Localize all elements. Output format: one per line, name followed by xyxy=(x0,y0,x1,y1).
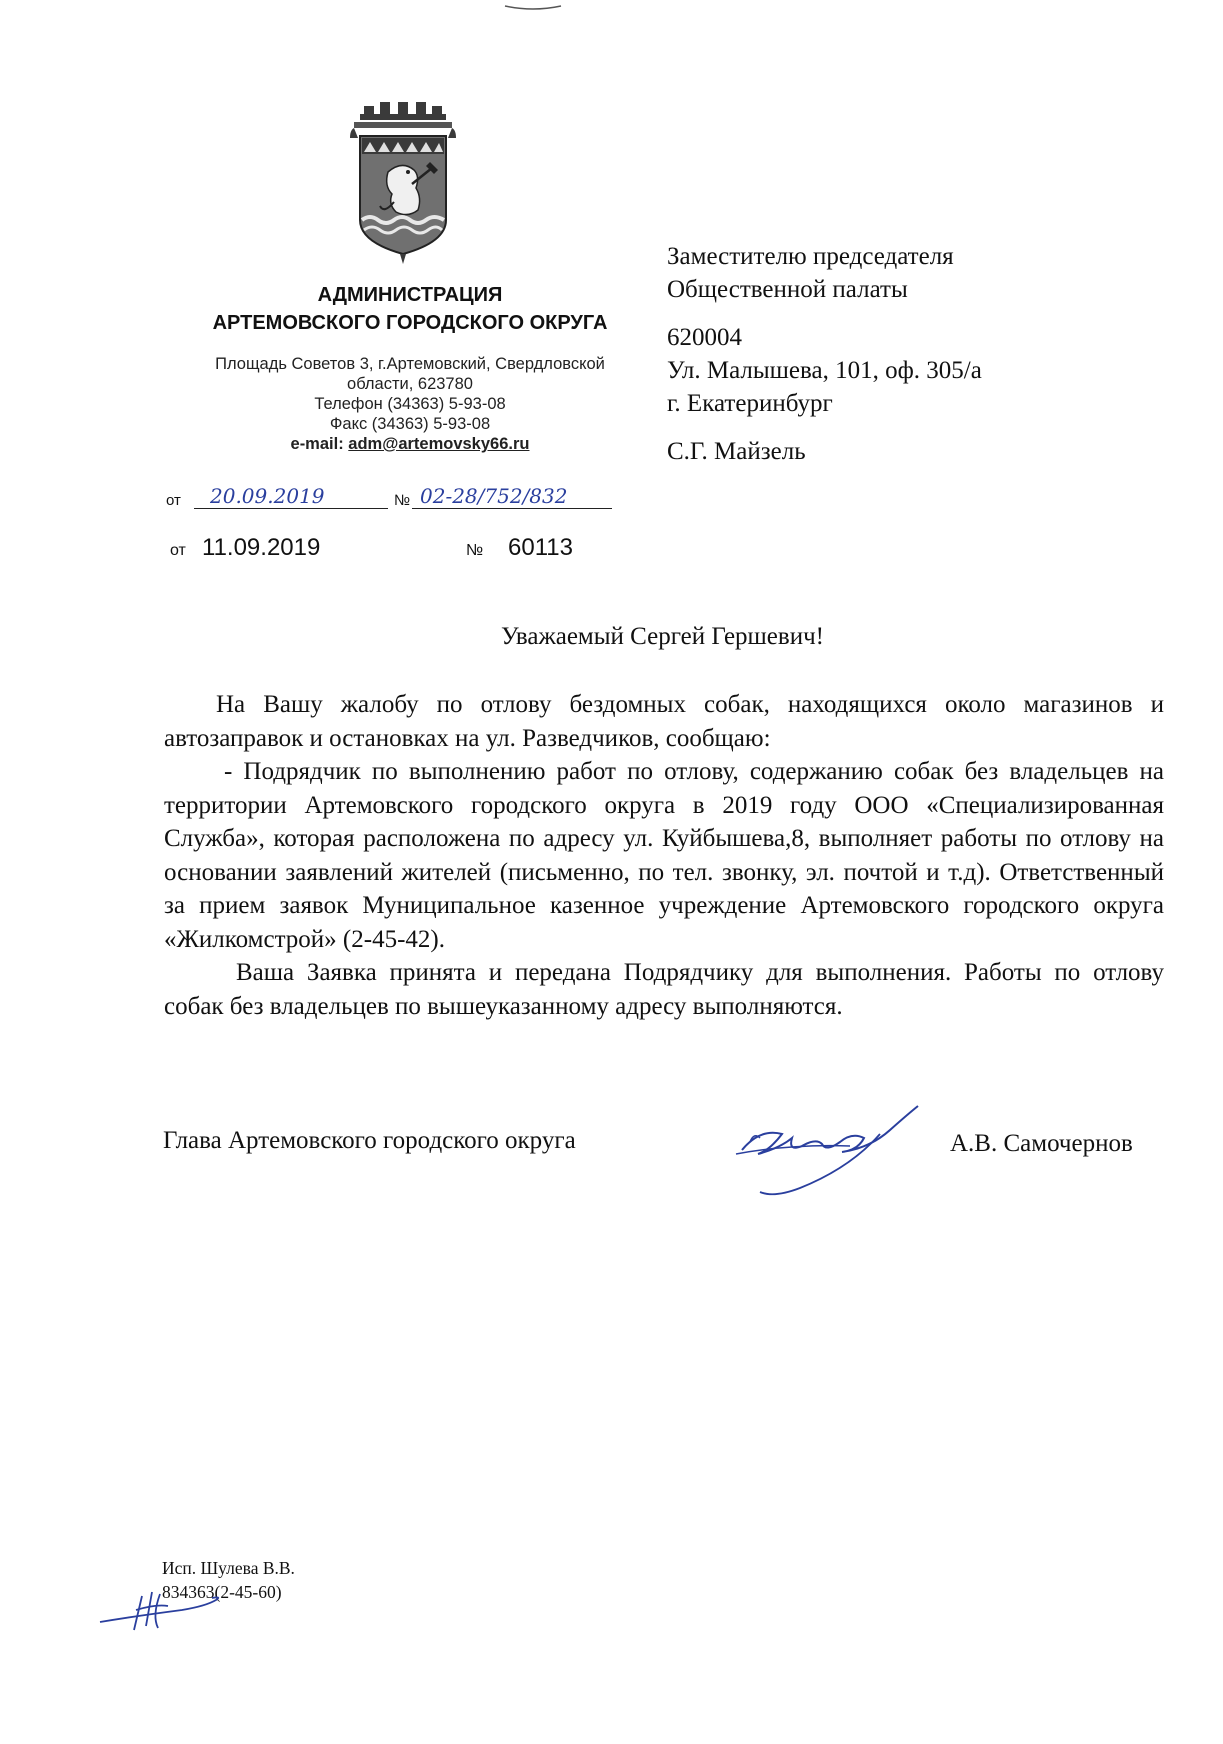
letter-body xyxy=(164,688,1164,1023)
fax-line: Факс (34363) 5-93-08 xyxy=(329,415,491,433)
email-line xyxy=(160,434,660,454)
executor-name: Исп. Шулева В.В. xyxy=(162,1558,295,1578)
address-line-1: Площадь Советов 3, г.Артемовский, Свердловской xyxy=(215,355,605,373)
ref-date-value: 11.09.2019 xyxy=(202,534,321,561)
reg-date-underline xyxy=(194,508,388,509)
email-label: e-mail: xyxy=(290,435,344,453)
scan-mark xyxy=(503,0,563,12)
ref-number-label: № xyxy=(466,542,484,559)
recipient-position-line-1: Заместителю председателя xyxy=(667,243,954,270)
organization-line-2: АРТЕМОВСКОГО ГОРОДСКОГО ОКРУГА xyxy=(212,312,608,334)
organization-line-1: АДМИНИСТРАЦИЯ xyxy=(317,284,503,306)
ref-date-label: от xyxy=(170,542,186,559)
coat-of-arms-emblem xyxy=(350,102,456,266)
executor-phone: 834363(2-45-60) xyxy=(162,1582,282,1602)
body-paragraph-3: Ваша Заявка принята и передана Подрядчику для выполнения. Работы по отлову собак без владельцев по вышеуказанному адресу выполняются. xyxy=(164,959,1164,1020)
address-line-2: области, 623780 xyxy=(347,375,473,393)
recipient-postcode: 620004 xyxy=(667,324,742,351)
reg-date-handwritten: 20.09.2019 xyxy=(210,484,325,508)
reg-date-label: от xyxy=(166,492,181,509)
incoming-reference xyxy=(170,530,630,566)
reg-number-handwritten: 02-28/752/832 xyxy=(420,484,568,508)
organization-contacts xyxy=(160,354,660,454)
recipient-name: С.Г. Майзель xyxy=(667,438,806,465)
reg-number-underline xyxy=(412,508,612,509)
phone-line: Телефон (34363) 5-93-08 xyxy=(314,395,506,413)
handwritten-signature xyxy=(730,1088,930,1200)
executor-initials-mark xyxy=(96,1576,246,1636)
reg-number-label: № xyxy=(394,492,411,509)
email-link[interactable]: adm@artemovsky66.ru xyxy=(348,435,530,453)
outgoing-registration xyxy=(166,484,626,514)
recipient-street: Ул. Малышева, 101, оф. 305/а xyxy=(667,357,982,384)
greeting: Уважаемый Сергей Гершевич! xyxy=(501,623,824,650)
signatory-title: Глава Артемовского городского округа xyxy=(163,1127,576,1154)
body-paragraph-2: - Подрядчик по выполнению работ по отлову, содержанию собак без владельцев на территории Артемовского городского округа в 2019 году ООО «Специализированная Служба», которая расположена по адресу ул. Куйбышева,8, выполняет работы по отлову на основании заявлений жителей (письменно, по тел. звонку, эл. почтой и т.д). Ответственный за прием заявок Муниципальное казенное учреждение Артемовского городского округа «Жилкомстрой» (2-45-42). xyxy=(164,758,1164,953)
body-paragraph-1: На Вашу жалобу по отлову бездомных собак, находящихся около магазинов и автозаправок и остановках на ул. Разведчиков, сообщаю: xyxy=(164,691,1164,752)
organization-name xyxy=(160,281,660,337)
recipient-block xyxy=(667,240,1087,468)
recipient-city: г. Екатеринбург xyxy=(667,390,833,417)
ref-number-value: 60113 xyxy=(508,534,573,561)
signatory-name: А.В. Самочернов xyxy=(950,1130,1133,1157)
recipient-position-line-2: Общественной палаты xyxy=(667,276,908,303)
